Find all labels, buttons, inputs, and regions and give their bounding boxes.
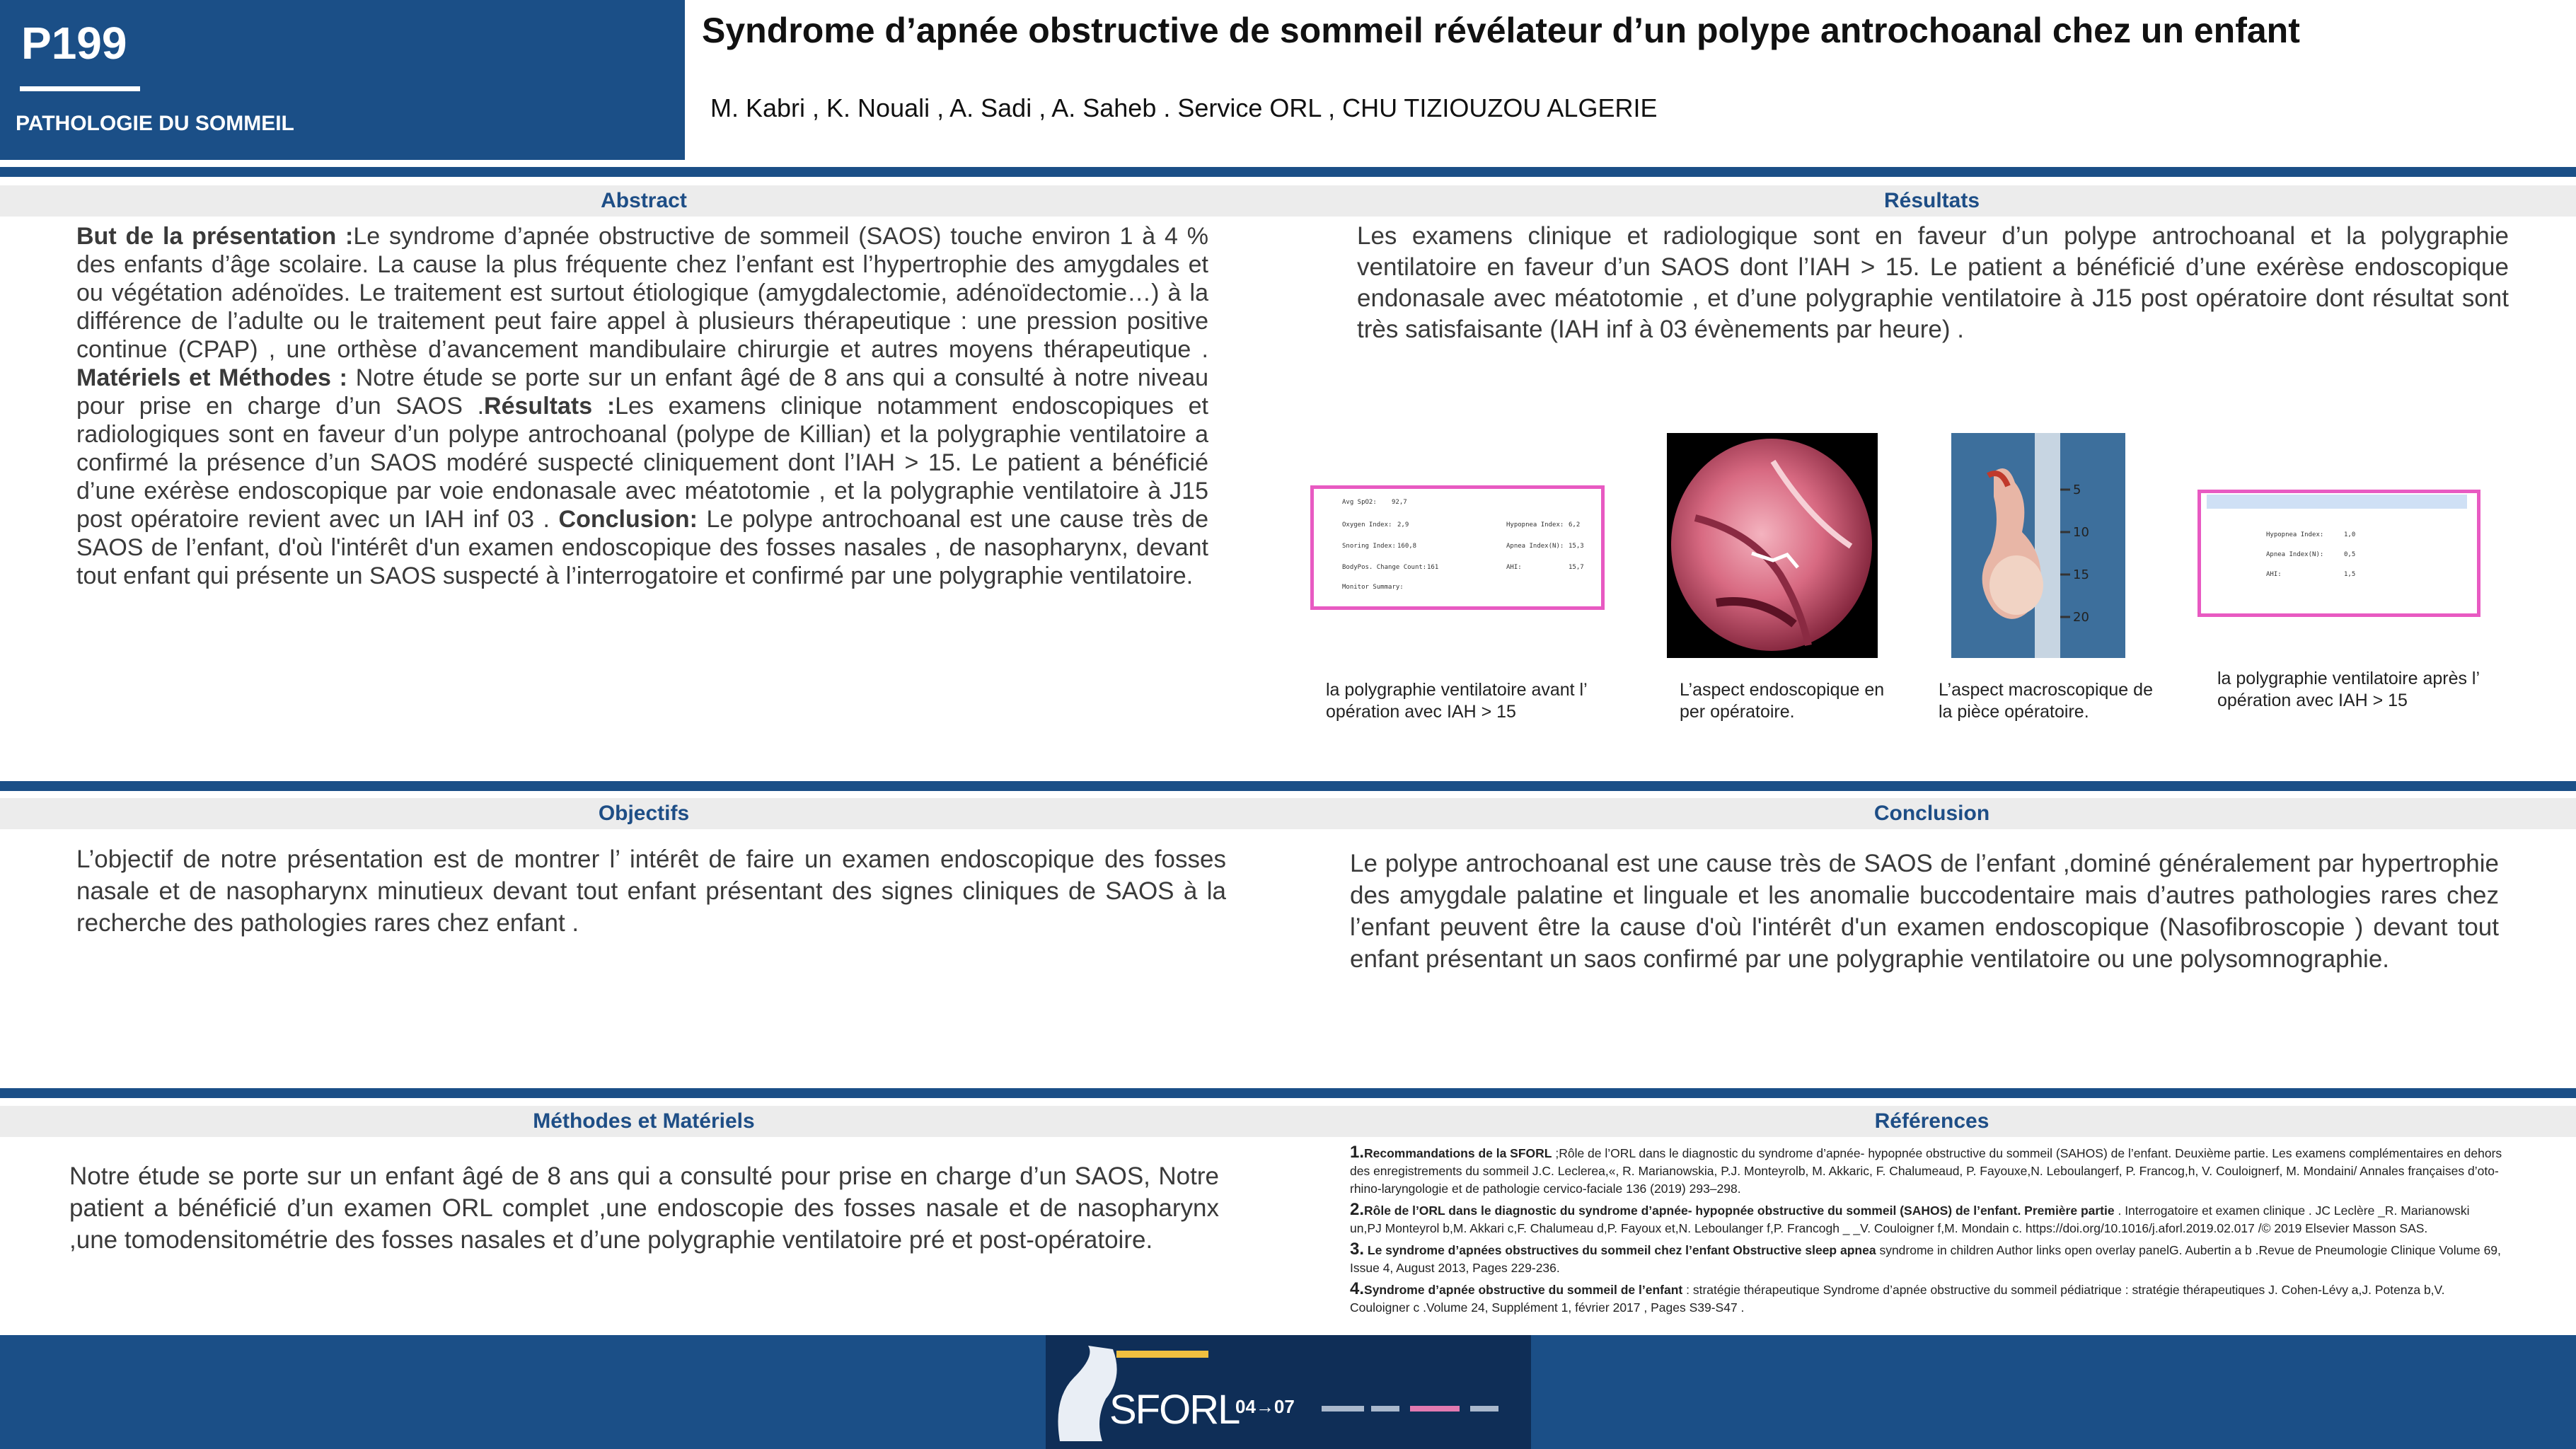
reference-title: Syndrome d’apnée obstructive du sommeil de l’enfant [1364,1283,1683,1297]
endoscopic-image [1667,433,1878,658]
abstract-methodes-text: Notre étude se porte sur un enfant âgé de 8 ans qui a consulté à notre niveau pour prise en charge d’un SAOS . [76,364,1209,420]
abstract-resultats-text: Les examens clinique notamment endoscopiques et radiologiques sont en faveur d’un polype antrochoanal (polype de Killian) et la polygraphie ventilatoire a confirmé la présence d’un SAOS modéré suspecté cliniquement dont l’IAH > 15. Le patient a bénéficié d’une exérèse endoscopique par voie endonasale avec méatotomie , et la polygraphie ventilatoire à J15 post opératoire revient avec un IAH inf 03 . [76,393,1208,533]
syringe-tick-20: 20 [2073,610,2089,625]
reference-item [1350,1201,2503,1237]
header-divider-band [0,167,2576,177]
methodes-body: Notre étude se porte sur un enfant âgé de 8 ans qui a consulté pour prise en charge d’un SAOS, Notre patient a bénéficié d’un examen ORL complet ,une endoscopie des fosses nasale et de nasopharynx ,une tomodensitométrie des fosses nasales et d’une polygraphie ventilatoire pré et post-opératoire. [69,1162,1219,1254]
reference-text: : stratégie thérapeutique Syndrome d’apnée obstructive du sommeil pédiatrique : stratégie thérapeutiques J. Cohen-Lévy a,J. Potenza b,V. Couloigner c .Volume 24, Supplément 1, février 2017 , Pages S39-S47 . [1350,1283,2445,1315]
polygraphy-before-caption: la polygraphie ventilatoire avant l’ opération avec IAH > 15 [1326,680,1587,722]
pg-before-r1c3: 6,2 [1569,521,1581,529]
syringe-tick-15: 15 [2073,567,2089,582]
pg-before-r3c2: AHI: [1506,564,1522,571]
pg-after-r1c1: 0,5 [2344,551,2356,558]
pg-after-r1c0: Apnea Index(N): [2266,551,2324,558]
reference-item [1350,1143,2503,1198]
abstract-conclusion-label: Conclusion: [558,506,698,533]
reference-number: 4. [1350,1279,1365,1298]
objectifs-heading: Objectifs [0,798,1288,829]
abstract-resultats-label: Résultats : [484,393,616,420]
pg-after-header-bar [2207,495,2467,509]
pg-before-r0c1: 92,7 [1392,499,1407,506]
pg-before-r3c3: 15,7 [1569,564,1584,571]
congress-logo-banner [1046,1335,1531,1449]
pg-after-r2c0: AHI: [2266,571,2282,578]
specimen-image [1951,433,2125,658]
syringe-tick-5: 5 [2073,483,2081,497]
section-divider-band-2 [0,781,2576,791]
specimen-caption: L’aspect macroscopique de la pièce opératoire. [1939,680,2153,722]
conclusion-body: Le polype antrochoanal est une cause très de SAOS de l’enfant ,dominé généralement par hypertrophie des amygdale palatine et linguale et les anomalie buccodentaire mais d’autres pathologies rares chez l’enfant peuvent être la cause d'où l'intérêt d'un examen endoscopique (Nasofibroscopie ) devant tout enfant présentant un saos confirmé par une polygraphie ventilatoire ou une polysomnographie. [1350,850,2499,973]
abstract-heading: Abstract [0,185,1288,217]
pg-before-r2c3: 15,3 [1569,543,1584,550]
polygraphy-before-image [1310,485,1605,610]
section-divider-band-3 [0,1088,2576,1098]
sforl-logo-text: SFORL [1109,1387,1240,1433]
pg-before-r2c2: Apnea Index(N): [1506,543,1564,550]
resultats-heading: Résultats [1288,185,2576,217]
conclusion-heading: Conclusion [1288,798,2576,829]
endoscopic-caption: L’aspect endoscopique en per opératoire. [1680,680,1885,722]
pg-before-r2c0: Snoring Index: [1342,543,1396,550]
reference-text: syndrome in children Author links open overlay panelG. Aubertin a b .Revue de Pneumologie Clinique Volume 69, Issue 4, August 2013, Pages 229-236. [1350,1243,2501,1275]
references-heading: Références [1288,1106,2576,1137]
poster-id-underline [20,86,140,91]
pg-after-r0c0: Hypopnea Index: [2266,531,2324,538]
pg-after-r0c1: 1,0 [2344,531,2356,538]
reference-number: 2. [1350,1200,1365,1219]
pg-before-r1c2: Hypopnea Index: [1506,521,1564,529]
pg-before-r2c1: 160,8 [1397,543,1417,550]
abstract-but-label: But de la présentation : [76,223,354,250]
sforl-logo [1046,1335,1531,1449]
reference-text: . Interrogatoire et examen clinique . JC Leclère _R. Marianowski un,PJ Monteyrol b,M. Akkari c,F. Chalumeau d,P. Fayoux et,N. Leboulanger f,P. Francogh _ _V. Couloigner f,M. Mondain c. https://doi.org/10.1016/j.aforl.2019.02.017 /© 2019 Elsevier Masson SAS. [1350,1203,2470,1235]
pg-before-r1c0: Oxygen Index: [1342,521,1392,529]
reference-title: Le syndrome d’apnées obstructives du sommeil chez l’enfant Obstructive sleep apnea [1364,1243,1876,1257]
poster-authors: M. Kabri , K. Nouali , A. Sadi , A. Saheb . Service ORL , CHU TIZIOUZOU ALGERIE [710,93,1658,122]
abstract-body [76,222,1208,590]
pg-before-r3c1: 161 [1427,564,1439,571]
methodes-heading: Méthodes et Matériels [0,1106,1288,1137]
poster-title: Syndrome d’apnée obstructive de sommeil révélateur d’un polype antrochoanal chez un enfant [702,11,2300,50]
reference-number: 3. [1350,1240,1365,1259]
pg-before-r1c1: 2,9 [1397,521,1409,529]
abstract-but-text: Le syndrome d’apnée obstructive de sommeil (SAOS) touche environ 1 à 4 % des enfants d’âge scolaire. La cause la plus fréquente chez l’enfant est l’hypertrophie des amygdales et ou végétation adénoïdes. Le traitement est surtout étiologique (amygdalectomie, adénoïdectomie…) à la différence de l’adulte ou le traitement peut faire appel à plusieurs thérapeutique : une pression positive continue (CPAP) , une orthèse d’avancement mandibulaire chirurgie et autres moyens thérapeutique . [76,223,1209,363]
references-list [1350,1143,2503,1317]
reference-item [1350,1240,2503,1277]
abstract-methodes-label: Matériels et Méthodes : [76,364,347,391]
reference-title: Recommandations de la SFORL [1364,1146,1552,1160]
polygraphy-after-caption: la polygraphie ventilatoire après l’ opération avec IAH > 15 [2217,669,2480,710]
congress-dates: 04→07 [1235,1396,1295,1417]
pg-before-r0c0: Avg SpO2: [1342,499,1377,506]
reference-number: 1. [1350,1143,1365,1162]
objectifs-body: L’objectif de notre présentation est de montrer l’ intérêt de faire un examen endoscopique des fosses nasale et de nasopharynx minutieux devant tout enfant présentant des signes cliniques de SAOS à la recherche des pathologies rares chez enfant . [76,845,1226,937]
reference-item [1350,1280,2503,1317]
poster-category: PATHOLOGIE DU SOMMEIL [16,112,294,135]
syringe-tick-10: 10 [2073,525,2089,540]
pg-before-r3c0: BodyPos. Change Count: [1342,564,1427,571]
resultats-body: Les examens clinique et radiologique sont en faveur d’un polype antrochoanal et la polygraphie ventilatoire en faveur d’un SAOS dont l’IAH > 15. Le patient a bénéficié d’une exérèse endoscopique endonasale avec méatotomie , et d’une polygraphie ventilatoire à J15 post opératoire dont résultat sont très satisfaisante (IAH inf à 03 évènements par heure) . [1357,222,2509,343]
reference-title: Rôle de l’ORL dans le diagnostic du syndrome d’apnée- hypopnée obstructive du sommeil (SAHOS) de l’enfant. Première partie [1364,1203,2115,1218]
poster-id: P199 [21,18,127,69]
pg-before-r4c0: Monitor Summary: [1342,584,1404,591]
reference-text: ;Rôle de l’ORL dans le diagnostic du syndrome d’apnée- hypopnée obstructive du sommeil (SAHOS) de l’enfant. Deuxième partie. Les examens complémentaires en dehors des enregistrements du sommeil J.C. Leclerea,«, R. Marianowskia, P.J. Monteyrolb, M. Akkaric, F. Chalumeaud, P. Fayouxe,N. Leboulangerf, P. Francog,h, V. Couloignerf, M. Mondaini/ Annales françaises d’oto-rhino-laryngologie et de pathologie cervico-faciale 136 (2019) 293–298. [1350,1146,2502,1196]
pg-after-r2c1: 1,5 [2344,571,2356,578]
abstract-conclusion-text: Le polype antrochoanal est une cause très de SAOS de l’enfant, d'où l'intérêt d'un examen endoscopique des fosses nasales , de nasopharynx, devant tout enfant qui présente un SAOS suspecté à l’interrogatoire et confirmé par une polygraphie ventilatoire. [76,506,1208,589]
polygraphy-after-image [2197,490,2480,617]
